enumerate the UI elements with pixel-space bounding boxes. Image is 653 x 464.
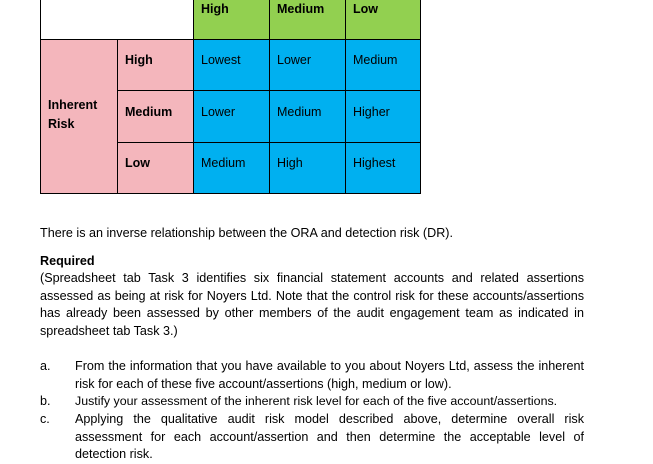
matrix-corner-blank <box>40 0 194 40</box>
col-header-label: Low <box>353 2 378 16</box>
col-header-label: Medium <box>277 2 325 16</box>
row-header-label: Low <box>125 156 150 170</box>
required-note: (Spreadsheet tab Task 3 identifies six financial statement accounts and related assertions assessed as being at risk for Noyers Ltd. Note that the control risk for these accounts/assertions has already been assessed by other members of the audit engagement team as indicated in spreadsheet tab Task 3.) <box>40 271 584 338</box>
matrix-cell <box>193 39 270 91</box>
col-header-high <box>193 0 270 40</box>
list-item-text: Justify your assessment of the inherent risk level for each of the five account/assertions. <box>75 394 558 408</box>
col-header-low <box>345 0 421 40</box>
list-marker: c. <box>40 412 50 426</box>
matrix-cell-value: Medium <box>201 156 246 170</box>
col-header-medium <box>269 0 346 40</box>
list-marker: b. <box>40 394 51 408</box>
matrix-cell <box>269 90 346 143</box>
matrix-cell-value: Medium <box>353 53 398 67</box>
matrix-cell-value: Lower <box>201 105 236 119</box>
required-heading: Required <box>40 254 95 268</box>
matrix-cell <box>345 39 421 91</box>
list-item <box>40 358 584 394</box>
row-header-label: Medium <box>125 105 173 119</box>
matrix-cell <box>345 142 421 194</box>
matrix-cell-value: Highest <box>353 156 396 170</box>
matrix-cell-value: Lowest <box>201 53 241 67</box>
matrix-cell-value: High <box>277 156 303 170</box>
matrix-cell-value: Lower <box>277 53 312 67</box>
list-item-text: From the information that you have available to you about Noyers Ltd, assess the inherent risk for each of these five account/assertions (high, medium or low). <box>75 359 584 391</box>
relationship-text: There is an inverse relationship between the ORA and detection risk (DR). <box>40 226 453 240</box>
row-header-low <box>117 142 194 194</box>
matrix-cell <box>345 90 421 143</box>
matrix-cell <box>269 142 346 194</box>
list-item <box>40 411 584 463</box>
list-item <box>40 393 584 411</box>
list-item-text: Applying the qualitative audit risk model described above, determine overall risk assessment for each account/assertion and then determine the acceptable level of detection risk. <box>75 412 584 461</box>
matrix-cell <box>269 39 346 91</box>
matrix-cell-value: Medium <box>277 105 322 119</box>
list-marker: a. <box>40 359 51 373</box>
row-header-label: High <box>125 53 153 67</box>
row-group-label: Inherent Risk <box>48 98 98 131</box>
col-header-label: High <box>201 2 229 16</box>
row-header-high <box>117 39 194 91</box>
row-group-inherent-risk <box>40 39 118 194</box>
matrix-cell-value: Higher <box>353 105 390 119</box>
matrix-cell <box>193 90 270 143</box>
row-header-medium <box>117 90 194 143</box>
matrix-cell <box>193 142 270 194</box>
